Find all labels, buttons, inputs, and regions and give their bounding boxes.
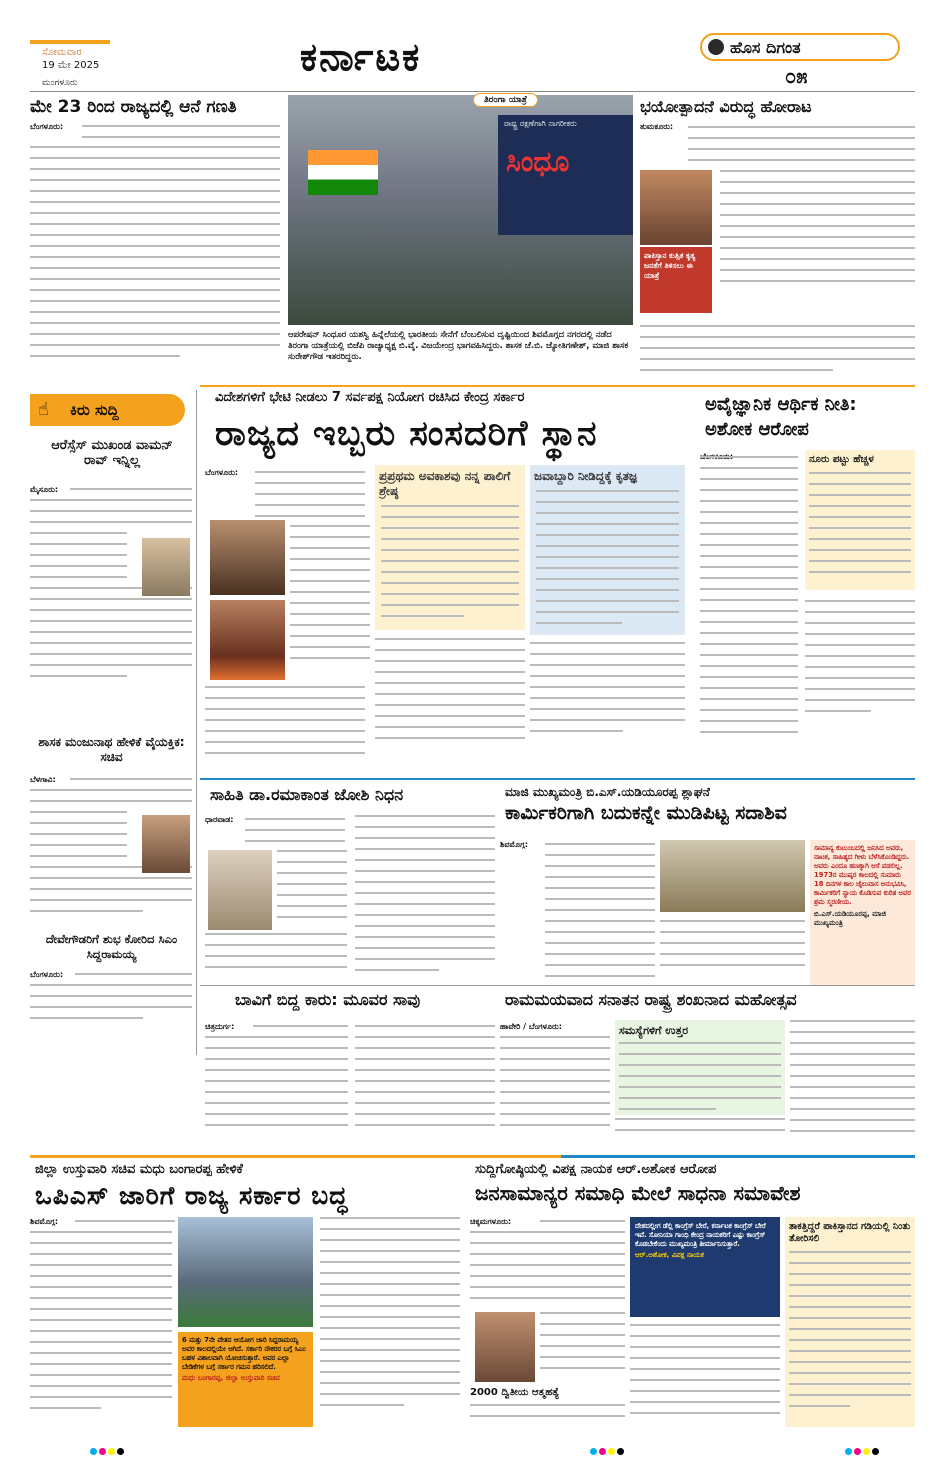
car-col2: [355, 1025, 495, 1135]
masthead-bottom-rule: [30, 91, 915, 92]
story-elephant-dateline: ಬೆಂಗಳೂರು:: [30, 122, 64, 131]
samadhi-col2: [630, 1324, 780, 1423]
ops-quote-text: 6 ಮತ್ತು 7ನೇ ವೇತನ ಆಯೋಗ ಜಾರಿ ಸಿದ್ದರಾಮಯ್ಯ ಅವರ ಕಾಲದಲ್ಲಿಯೇ ಆಗಿದೆ. ಸರ್ಕಾರಿ ನೌಕರರ ಬಗ್ಗೆ ಸಿಎಂ ಬಹಳ ವಿಶಾಲವಾಗಿ ಯೋಚಿಸುತ್ತಾರೆ. ಅವರ ಎಲ್ಲಾ ಬೇಡಿಕೆಗಳ ಬಗ್ಗೆ ಸರ್ಕಾರ ಗಮನ ಹರಿಸಲಿದೆ.: [182, 1336, 306, 1371]
lead-story: [205, 390, 690, 775]
joshi-headline: ಸಾಹಿತಿ ಡಾ.ರಮಾಕಾಂತ ಜೋಶಿ ನಿಧನ: [210, 785, 404, 804]
kiru-item2-dateline: ಬೆಳಗಾವಿ:: [30, 775, 56, 784]
kiru-item3-body-2: [30, 984, 192, 1028]
story-terror-body-2: [640, 325, 915, 380]
kiru-header: [30, 394, 185, 426]
story-terror: [640, 95, 915, 385]
sanatana-col1: [500, 1036, 610, 1135]
registration-marks-right: [845, 1440, 881, 1459]
divider-1: [200, 385, 915, 387]
tiranga-caption: ಆಪರೇಷನ್ ಸಿಂಧೂರ ಯಶಸ್ವಿ ಹಿನ್ನೆಲೆಯಲ್ಲಿ ಭಾರತೀಯ ಸೇನೆಗೆ ಬೆಂಬಲಿಸುವ ದೃಷ್ಟಿಯಿಂದ ಶಿವಮೊಗ್ಗದ ನಗರದಲ್ಲಿ ನಡೆದ ತಿರಂಗಾ ಯಾತ್ರೆಯಲ್ಲಿ ಬಿಜೆಪಿ ರಾಜ್ಯಾಧ್ಯಕ್ಷ ಬಿ.ವೈ. ವಿಜಯೇಂದ್ರ ಭಾಗವಹಿಸಿದ್ದರು. ಶಾಸಕ ಚೆ.ಬಿ. ಜ್ಯೋತಿಗಣೇಶ್, ಮಾಜಿ ಶಾಸಕ ಸುರೇಶ್‌ಗೌಡ ಇತರರಿದ್ದರು.: [288, 330, 629, 362]
ashok-col1: [700, 456, 798, 742]
section-title: ಕರ್ನಾಟಕ: [300, 35, 422, 79]
kiru-suddi: [30, 390, 192, 1035]
story-elephant-body: [30, 146, 280, 366]
story-car: [205, 990, 495, 1150]
lead-col2-body: [375, 638, 525, 748]
ops-quote-by: ಮಧು ಬಂಗಾರಪ್ಪ, ಜಿಲ್ಲಾ ಉಸ್ತುವಾರಿ ಸಚಿವ: [182, 1374, 280, 1382]
lead-col3-body: [530, 642, 685, 741]
story-bsy: [500, 785, 915, 985]
ops-col1: [75, 1220, 175, 1231]
ops-kicker: ಜಿಲ್ಲಾ ಉಸ್ತುವಾರಿ ಸಚಿವ ಮಧು ಬಂಗಾರಪ್ಪ ಹೇಳಿಕೆ: [35, 1162, 243, 1177]
kiru-item3-body: [75, 973, 192, 984]
registration-marks-left: [90, 1440, 126, 1459]
samadhi-side-body: [789, 1251, 911, 1416]
bsy-dateline: ಶಿವಮೊಗ್ಗ:: [500, 840, 529, 849]
minister-photo: [142, 815, 190, 873]
story-terror-quote: [640, 247, 712, 313]
mp2-photo: [210, 600, 285, 680]
tiranga-feature: [288, 95, 633, 390]
tiranga-banner-text: ರಾಷ್ಟ್ರ ರಕ್ಷಣೆಗಾಗಿ ನಾಗರೀಕರು: [504, 119, 577, 128]
lead-box2: [530, 465, 685, 635]
ashok-side-title: ನೂರು ಪಟ್ಟು ಹೆಚ್ಚಳ: [809, 454, 874, 465]
flag-icon: [308, 150, 378, 195]
story-terror-text: [688, 126, 915, 170]
ops-photo: [178, 1217, 313, 1327]
lead-box1-title: ಪ್ರಪ್ರಥಮ ಅವಕಾಶವು ನನ್ನ ಪಾಲಿಗೆ ಶ್ರೇಷ್ಠ: [379, 469, 511, 498]
lead-dateline: ಬೆಂಗಳೂರು:: [205, 468, 239, 477]
ops-headline: ಒಪಿಎಸ್ ಜಾರಿಗೆ ರಾಜ್ಯ ಸರ್ಕಾರ ಬದ್ಧ: [35, 1181, 349, 1210]
ops-col2: [320, 1217, 460, 1415]
samadhi-col1-b: [470, 1231, 625, 1308]
samadhi-quote-box: [630, 1217, 780, 1317]
car-col1: [253, 1025, 348, 1036]
story-samadhi: [470, 1162, 915, 1432]
samadhi-headline: ಜನಸಾಮಾನ್ಯರ ಸಮಾಧಿ ಮೇಲೆ ಸಾಧನಾ ಸಮಾವೇಶ: [475, 1181, 801, 1205]
masthead-city: ಮಂಗಳೂರು: [42, 78, 78, 88]
tiranga-photo: [288, 95, 633, 325]
joshi-col2: [355, 815, 495, 980]
lead-headline: ರಾಜ್ಯದ ಇಬ್ಬರು ಸಂಸದರಿಗೆ ಸ್ಥಾನ: [215, 414, 598, 454]
lead-col1-body: [290, 525, 370, 668]
joshi-col1-b: [205, 933, 347, 977]
sanatana-col2: [615, 1118, 785, 1140]
masthead-day: ಸೋಮವಾರ: [42, 47, 82, 58]
kiru-item1-dateline: ಮೈಸೂರು:: [30, 485, 59, 494]
lead-col1-text: [255, 471, 365, 526]
story-ops: [30, 1162, 460, 1432]
kiru-item2-body: [70, 778, 192, 789]
story-elephant-headline: ಮೇ 23 ರಿಂದ ರಾಜ್ಯದಲ್ಲಿ ಆನೆ ಗಣತಿ: [30, 97, 237, 117]
car-col1-b: [205, 1036, 348, 1135]
lead-box2-body: [536, 490, 679, 633]
paper-logo: [700, 33, 900, 61]
kiru-item1-title: ಆರೆಸ್ಸೆಸ್ ಮುಖಂಡ ವಾಮನ್ ರಾವ್ ಇನ್ನಿಲ್ಲ: [51, 438, 173, 468]
sanatana-headline: ರಾಮಮಯವಾದ ಸನಾತನ ರಾಷ್ಟ್ರ ಶಂಖನಾದ ಮಹೋತ್ಸವ: [505, 990, 797, 1009]
samadhi-dateline: ಚಿಕ್ಕಮಗಳೂರು:: [470, 1217, 512, 1226]
kiru-item3-title: ದೇವೇಗೌಡರಿಗೆ ಶುಭ ಕೋರಿದ ಸಿಎಂ ಸಿದ್ದರಾಮಯ್ಯ: [45, 932, 178, 961]
sanatana-box-title: ಸಮಸ್ಯೆಗಳಿಗೆ ಉತ್ತರ: [619, 1024, 689, 1037]
lead-kicker: ವಿದೇಶಗಳಿಗೆ ಭೇಟಿ ನೀಡಲು 7 ಸರ್ವಪಕ್ಷ ನಿಯೋಗ ರಚಿಸಿದ ಕೇಂದ್ರ ಸರ್ಕಾರ: [215, 390, 525, 405]
kiru-item1-body: [70, 488, 192, 499]
masthead-rule: [30, 40, 110, 44]
samadhi-highlight: 2000 ದ್ವಿತೀಯ ಆತ್ಮಹತ್ಯೆ: [470, 1387, 560, 1398]
tiranga-banner-big: ಸಿಂಧೂ: [506, 145, 570, 178]
sanatana-box: [615, 1020, 785, 1115]
masthead: [0, 0, 945, 95]
sanatana-box-body: [619, 1042, 781, 1119]
tiranga-tag: ತಿರಂಗಾ ಯಾತ್ರೆ: [473, 93, 538, 107]
bsy-kicker: ಮಾಜಿ ಮುಖ್ಯಮಂತ್ರಿ ಬಿ.ಎಸ್.ಯಡಿಯೂರಪ್ಪ ಶ್ಲಾಘನೆ: [505, 785, 710, 799]
lead-col1-body-2: [205, 686, 365, 763]
samadhi-side-box: [785, 1217, 915, 1427]
bsy-col2: [660, 920, 805, 975]
ops-dateline: ಶಿವಮೊಗ್ಗ:: [30, 1217, 59, 1226]
bsy-headline: ಕಾರ್ಮಿಕರಿಗಾಗಿ ಬದುಕನ್ನೇ ಮುಡಿಪಿಟ್ಟ ಸದಾಶಿವ: [505, 802, 787, 824]
samadhi-quote-by: ಆರ್.ಅಶೋಕ, ವಿಪಕ್ಷ ನಾಯಕ: [635, 1251, 704, 1259]
story-joshi: [205, 785, 495, 985]
joshi-text: [245, 818, 345, 851]
lead-box1-body: [381, 505, 519, 626]
story-terror-dateline: ತುಮಕೂರು:: [640, 122, 674, 131]
bsy-col1: [545, 843, 655, 986]
hand-icon: ☝: [38, 399, 49, 420]
lead-box2-title: ಜವಾಬ್ದಾರಿ ನೀಡಿದ್ದಕ್ಕೆ ಕೃತಜ್ಞ: [534, 469, 637, 483]
page-number: ೦೫: [785, 64, 808, 88]
divider-2: [200, 778, 915, 780]
sanatana-dateline: ಹಾವೇರಿ / ಬೆಂಗಳೂರು:: [500, 1022, 562, 1031]
divider-4: [30, 1155, 915, 1158]
joshi-dateline: ಧಾರವಾಡ:: [205, 815, 234, 824]
samadhi-col1: [540, 1220, 625, 1231]
samadhi-side-title: ತಾಕತ್ತಿದ್ದರೆ ಪಾಕಿಸ್ತಾನದ ಗಡಿಯಲ್ಲಿ ನಿಂತು ತೋರಿಸಲಿ: [789, 1221, 911, 1244]
story-sanatana: [500, 990, 915, 1150]
car-headline: ಬಾವಿಗೆ ಬಿದ್ದ ಕಾರು: ಮೂವರ ಸಾವು: [235, 990, 421, 1009]
ashok-col2: [805, 600, 915, 721]
ashok-side-box: [805, 450, 915, 590]
registration-marks-center: [590, 1440, 626, 1459]
vaman-rao-photo: [142, 538, 190, 596]
divider-3: [200, 985, 915, 986]
tiranga-banner: [498, 115, 633, 235]
car-dateline: ಚಿತ್ರದುರ್ಗ:: [205, 1022, 235, 1031]
masthead-date: 19 ಮೇ 2025: [42, 60, 100, 71]
paper-logo-icon: [708, 39, 724, 55]
mp1-photo: [210, 520, 285, 595]
vijayendra-photo: [640, 170, 712, 245]
story-terror-body: [720, 170, 915, 291]
bsy-quote-box: [810, 840, 915, 985]
samadhi-col1-c: [540, 1312, 625, 1378]
samadhi-kicker: ಸುದ್ದಿಗೋಷ್ಠಿಯಲ್ಲಿ ವಿಪಕ್ಷ ನಾಯಕ ಆರ್.ಅಶೋಕ ಆರೋಪ: [475, 1162, 717, 1177]
kiru-divider: [196, 390, 197, 1055]
story-terror-quote-text: ಪಾಕಿಸ್ತಾನ ಕುತ್ಸಿತ ಕೃತ್ಯ ಜನತೆಗೆ ತಿಳಿಸಲು ಈ ಯಾತ್ರೆ: [644, 251, 696, 280]
ops-col1-b: [30, 1231, 172, 1418]
bsy-photo: [660, 840, 805, 912]
joshi-col1: [277, 850, 347, 927]
bsy-quote-by: ಬಿ.ಎಸ್.ಯಡಿಯೂರಪ್ಪ, ಮಾಜಿ ಮುಖ್ಯಮಂತ್ರಿ: [814, 910, 887, 927]
lead-box1: [375, 465, 525, 630]
kiru-label: ಕಿರು ಸುದ್ದಿ: [70, 401, 119, 419]
joshi-photo: [208, 850, 272, 930]
story-elephant-text: [82, 125, 280, 147]
story-terror-headline: ಭಯೋತ್ಪಾದನೆ ವಿರುದ್ಧ ಹೋರಾಟ: [640, 97, 812, 116]
story-elephant: [30, 95, 280, 385]
story-ashok: [700, 390, 915, 775]
ashok-headline: ಅವೈಜ್ಞಾನಿಕ ಆರ್ಥಿಕ ನೀತಿ: ಅಶೋಕ ಆರೋಪ: [705, 394, 857, 440]
sanatana-col3: [790, 1020, 915, 1141]
samadhi-quote-text: ದೇಶದಲ್ಲೀಗ ಡೆಲ್ಲಿ ಕಾಂಗ್ರೆಸ್ ಬೇರೆ, ಕರ್ನಾಟಕ ಕಾಂಗ್ರೆಸ್ ಬೇರೆ ಇವೆ. ಸೋನಿಯಾ ಗಾಂಧಿ ಕೇಂದ್ರ ನಾಯಕರಿಗೆ ಎಷ್ಟು ಕಾಂಗ್ರೆಸ್ ಕೊಡಬೇಕೆಂದು ಮುಖ್ಯಮಂತ್ರಿ ತೀರ್ಮಾನಿಸುತ್ತಾರೆ.: [635, 1222, 766, 1248]
kiru-item2-title: ಶಾಸಕ ಮಂಜುನಾಥ ಹೇಳಿಕೆ ವೈಯಕ್ತಿಕ: ಸಚಿವ: [38, 735, 185, 764]
kiru-item3-dateline: ಬೆಂಗಳೂರು:: [30, 970, 64, 979]
samadhi-col1-d: [470, 1404, 625, 1426]
paper-name: ಹೊಸ ದಿಗಂತ: [730, 38, 801, 57]
ashok-side-body: [809, 472, 911, 582]
ops-quote-box: [178, 1332, 313, 1427]
ashoka-photo: [475, 1312, 535, 1382]
bsy-quote-text: ಸಾಮಾನ್ಯ ಕುಟುಂಬದಲ್ಲಿ ಜನಿಸಿದ ಅವರು, ನಾಟಕ, ಸಾಹಿತ್ಯದ ಗೀಳು ಬೆಳೆಸಿಕೊಂಡಿದ್ದರು. ಅವರು ಎಂದೂ ಹಣಕ್ಕಾಗಿ ಆಸೆ ಪಡಲಿಲ್ಲ. 1973ರ ಮುಷ್ಕರ ಕಾಲದಲ್ಲಿ ಸುಮಾರು 18 ದಿನಗಳ ಕಾಲ ಜೈಲುವಾಸ ಅನುಭವಿಸಿ, ಕಾರ್ಮಿಕರಿಗೆ ನ್ಯಾಯ ಕೊಡಿಸುವ ಕುರಿತ ಅವರ ಶ್ರಮ ಸ್ಮರಣೀಯ.: [814, 844, 911, 906]
